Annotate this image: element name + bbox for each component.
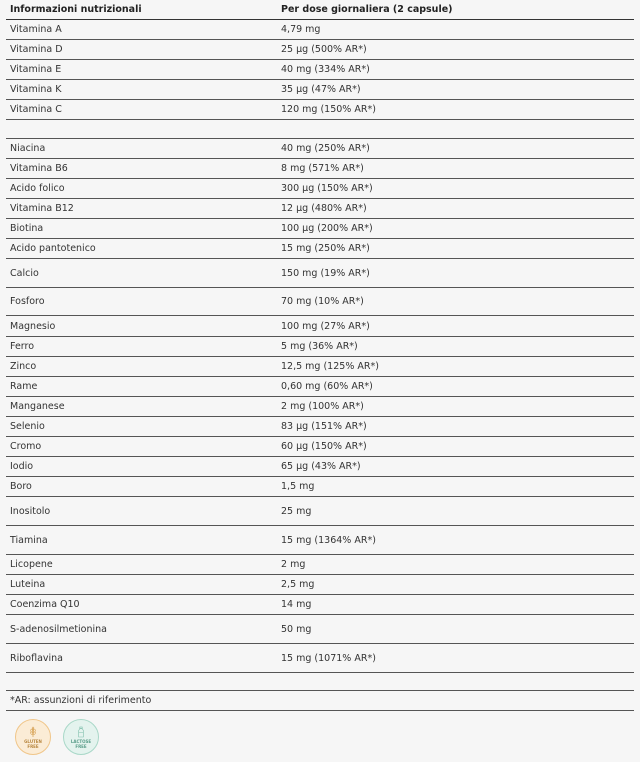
nutrient-value: 35 µg (47% AR*) xyxy=(281,84,361,95)
table-row xyxy=(6,259,634,288)
nutrient-name: Manganese xyxy=(10,401,65,412)
nutrient-name: Fosforo xyxy=(10,296,45,307)
table-row xyxy=(6,337,634,357)
nutrient-value: 12 µg (480% AR*) xyxy=(281,203,367,214)
nutrient-value: 2,5 mg xyxy=(281,579,315,590)
nutrient-name: Selenio xyxy=(10,421,45,432)
nutrient-name: Boro xyxy=(10,481,32,492)
nutrient-name: Vitamina E xyxy=(10,64,62,75)
nutrient-value: 60 µg (150% AR*) xyxy=(281,441,367,452)
nutrient-name: Rame xyxy=(10,381,38,392)
nutrient-value: 2 mg xyxy=(281,559,306,570)
nutrient-value: 120 mg (150% AR*) xyxy=(281,104,376,115)
nutrient-name: Iodio xyxy=(10,461,34,472)
nutrient-name: Vitamina A xyxy=(10,24,62,35)
nutrient-value: 70 mg (10% AR*) xyxy=(281,296,364,307)
nutrient-name: Vitamina B12 xyxy=(10,203,74,214)
nutrient-name: Vitamina B6 xyxy=(10,163,68,174)
header-dose: Per dose giornaliera (2 capsule) xyxy=(281,4,453,15)
table-row xyxy=(6,555,634,575)
table-row xyxy=(6,457,634,477)
table-row xyxy=(6,497,634,526)
nutrient-name: Tiamina xyxy=(10,534,48,546)
table-row xyxy=(6,615,634,644)
table-row xyxy=(6,199,634,219)
nutrient-value: 14 mg xyxy=(281,599,312,610)
table-row xyxy=(6,60,634,80)
nutrient-value: 0,60 mg (60% AR*) xyxy=(281,381,373,392)
nutrient-value: 65 µg (43% AR*) xyxy=(281,461,361,472)
nutrient-name: Cromo xyxy=(10,441,42,452)
nutrient-name: Biotina xyxy=(10,223,44,234)
table-row xyxy=(6,437,634,457)
table-header xyxy=(6,0,634,20)
table-row xyxy=(6,357,634,377)
nutrient-name: Calcio xyxy=(10,267,39,279)
nutrient-value: 4,79 mg xyxy=(281,24,321,35)
nutrient-name: Coenzima Q10 xyxy=(10,599,80,610)
table-row xyxy=(6,179,634,199)
nutrient-name: S-adenosilmetionina xyxy=(10,623,107,635)
nutrient-name: Magnesio xyxy=(10,320,56,332)
nutrient-value: 83 µg (151% AR*) xyxy=(281,421,367,432)
table-row xyxy=(6,219,634,239)
table-row xyxy=(6,139,634,159)
table-row xyxy=(6,377,634,397)
nutrient-name: Licopene xyxy=(10,559,53,570)
nutrient-value: 25 mg xyxy=(281,505,312,517)
badge-line1: LACTOSE xyxy=(70,738,92,744)
nutrient-name: Ferro xyxy=(10,341,35,352)
wheat-icon xyxy=(27,726,39,738)
nutrient-value: 100 mg (27% AR*) xyxy=(281,320,370,332)
table-row xyxy=(6,159,634,179)
footnote: *AR: assunzioni di riferimento xyxy=(6,691,634,711)
table-row xyxy=(6,417,634,437)
table-spacer xyxy=(6,673,634,691)
lactose-free-badge xyxy=(63,719,99,755)
nutrient-name: Vitamina K xyxy=(10,84,62,95)
nutrient-value: 300 µg (150% AR*) xyxy=(281,183,373,194)
table-row xyxy=(6,100,634,120)
nutrient-value: 40 mg (250% AR*) xyxy=(281,143,370,154)
table-row xyxy=(6,595,634,615)
badge-line2: FREE xyxy=(75,743,87,749)
table-row xyxy=(6,397,634,417)
header-nutrient: Informazioni nutrizionali xyxy=(10,4,142,15)
table-row xyxy=(6,575,634,595)
badge-line2: FREE xyxy=(27,743,39,749)
nutrient-value: 2 mg (100% AR*) xyxy=(281,401,364,412)
table-row xyxy=(6,239,634,259)
nutrient-value: 40 mg (334% AR*) xyxy=(281,64,370,75)
table-gap xyxy=(6,120,634,139)
nutrient-name: Luteina xyxy=(10,579,46,590)
nutrient-value: 15 mg (250% AR*) xyxy=(281,243,370,254)
nutrient-name: Niacina xyxy=(10,143,46,154)
nutrient-value: 1,5 mg xyxy=(281,481,315,492)
nutrient-name: Vitamina D xyxy=(10,44,63,55)
nutrient-value: 5 mg (36% AR*) xyxy=(281,341,358,352)
nutrient-value: 100 µg (200% AR*) xyxy=(281,223,373,234)
nutrition-table xyxy=(6,0,634,711)
nutrient-value: 8 mg (571% AR*) xyxy=(281,163,364,174)
gluten-free-badge xyxy=(15,719,51,755)
milk-bottle-icon xyxy=(75,726,87,738)
table-row xyxy=(6,477,634,497)
nutrient-name: Acido pantotenico xyxy=(10,243,96,254)
badge-line1: GLUTEN xyxy=(24,738,42,744)
nutrient-value: 150 mg (19% AR*) xyxy=(281,267,370,279)
nutrient-name: Acido folico xyxy=(10,183,65,194)
nutrient-name: Riboflavina xyxy=(10,652,63,664)
table-row xyxy=(6,20,634,40)
nutrient-value: 15 mg (1364% AR*) xyxy=(281,534,376,546)
certification-badges xyxy=(15,719,99,755)
nutrient-value: 25 µg (500% AR*) xyxy=(281,44,367,55)
table-row xyxy=(6,288,634,316)
nutrient-value: 50 mg xyxy=(281,623,312,635)
table-row xyxy=(6,80,634,100)
nutrient-value: 15 mg (1071% AR*) xyxy=(281,652,376,664)
table-row xyxy=(6,526,634,555)
nutrient-value: 12,5 mg (125% AR*) xyxy=(281,361,379,372)
nutrient-name: Vitamina C xyxy=(10,104,62,115)
nutrient-name: Inositolo xyxy=(10,505,51,517)
table-row xyxy=(6,644,634,673)
table-row xyxy=(6,316,634,337)
nutrient-name: Zinco xyxy=(10,361,37,372)
table-row xyxy=(6,40,634,60)
